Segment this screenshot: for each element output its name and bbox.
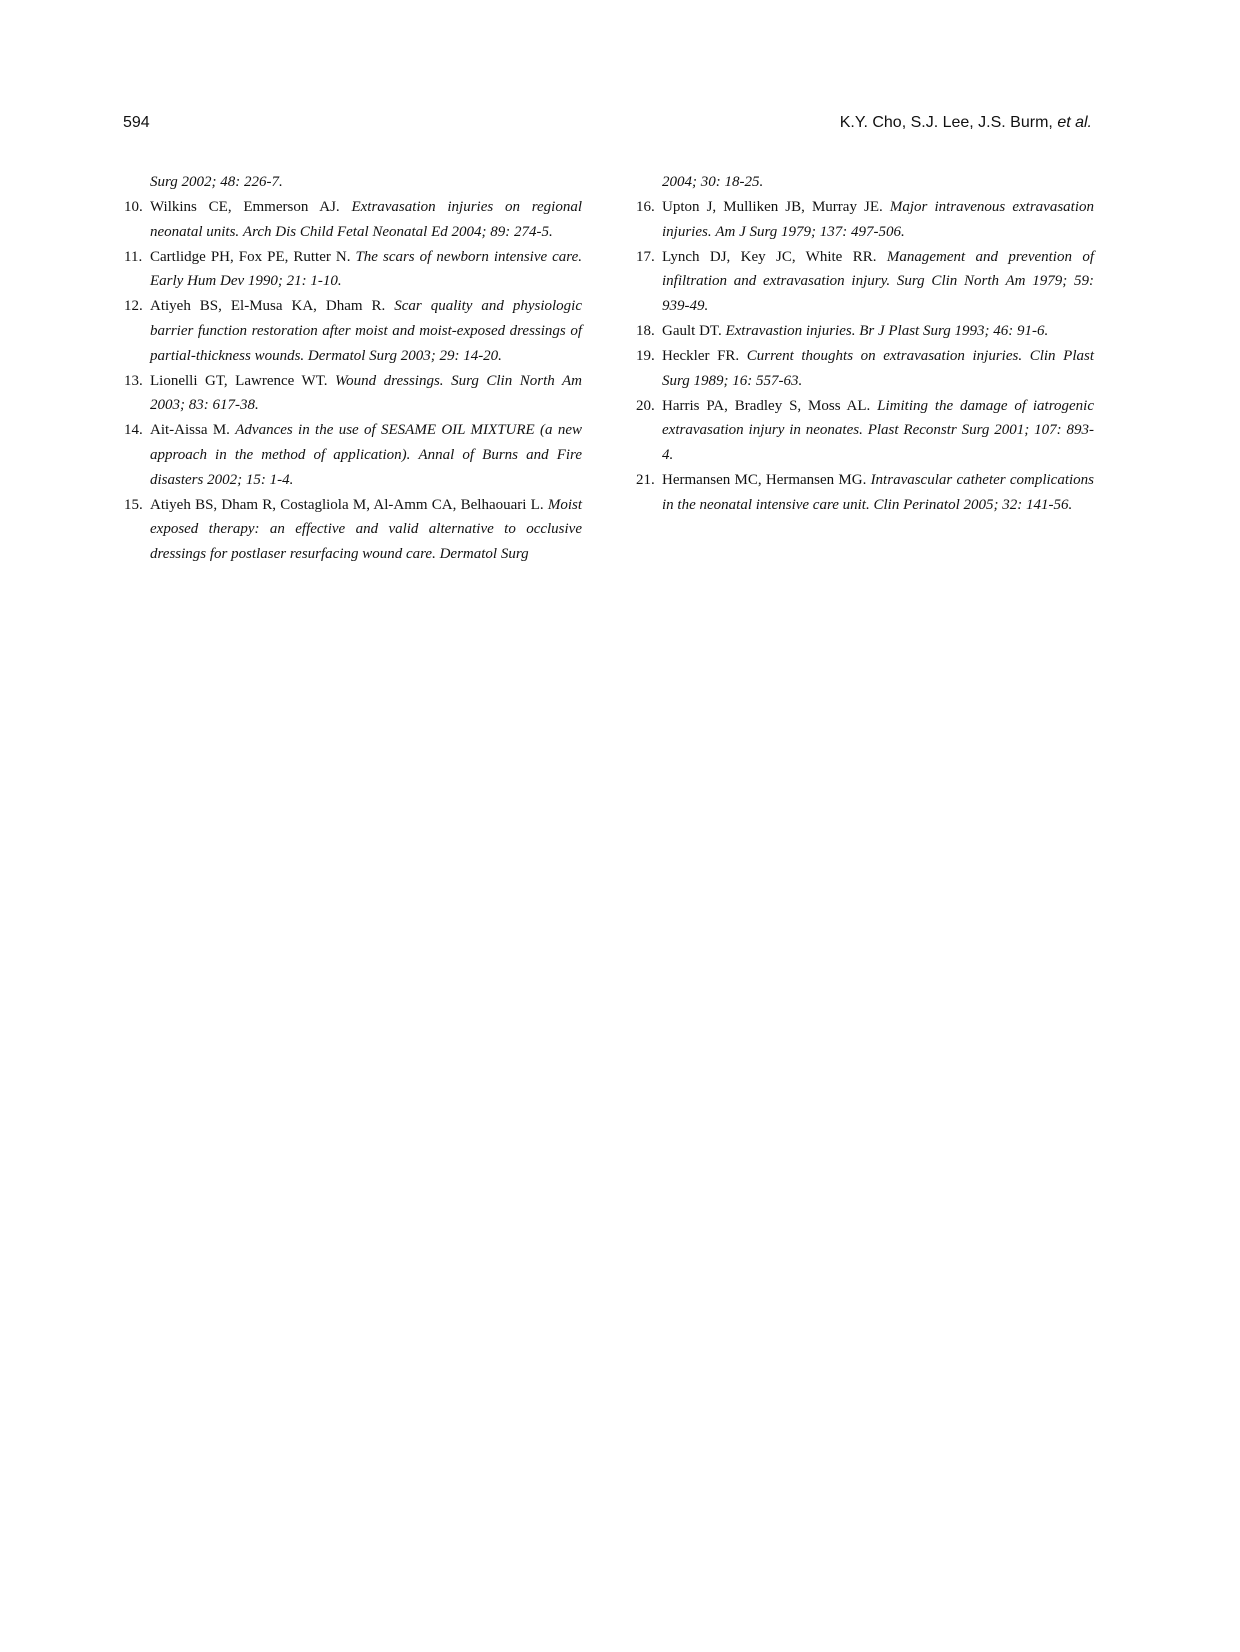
reference-source: 2004; 30: 18-25. [662, 174, 764, 190]
reference-source: Br J Plast Surg 1993; 46: 91-6. [859, 323, 1049, 340]
reference-19 [636, 344, 1094, 393]
references-right-column [636, 170, 1094, 517]
reference-source: Clin Plast Surg 1989; 16: 557-63. [662, 348, 1094, 389]
reference-12 [124, 294, 582, 368]
reference-authors: Ait-Aissa M. [150, 422, 230, 439]
reference-title: Extravasation injuries on regional neonatal units. [150, 199, 583, 240]
reference-number: 13. [124, 372, 143, 389]
references-left-column [124, 170, 582, 567]
reference-source: Surg 2002; 48: 226-7. [150, 174, 283, 190]
reference-title: Major intravenous extravasation injuries. [662, 199, 1094, 240]
reference-authors: Harris PA, Bradley S, Moss AL. [662, 397, 871, 414]
reference-authors: Cartlidge PH, Fox PE, Rutter N. [150, 248, 351, 265]
running-head-etal: et al. [1057, 114, 1092, 131]
reference-10 [124, 195, 582, 244]
reference-18 [636, 319, 1094, 344]
reference-number: 18. [636, 323, 655, 340]
reference-number: 17. [636, 248, 655, 265]
reference-title: Limiting the damage of iatrogenic extravasation injury in neonates. [662, 397, 1094, 439]
reference-source: Arch Dis Child Fetal Neonatal Ed 2004; 89: 274-5. [242, 223, 553, 240]
reference-title: Wound dressings. [335, 372, 444, 389]
reference-source: Surg Clin North Am 1979; 59: 939-49. [662, 273, 1094, 314]
reference-number: 20. [636, 397, 655, 414]
running-head-authors: K.Y. Cho, S.J. Lee, J.S. Burm, [839, 114, 1053, 131]
reference-authors: Atiyeh BS, Dham R, Costagliola M, Al-Amm CA, Belhaouari L. [150, 496, 544, 513]
reference-title: Extravastion injuries. [725, 323, 856, 340]
reference-15 [124, 493, 582, 567]
reference-authors: Wilkins CE, Emmerson AJ. [150, 199, 340, 216]
reference-number: 14. [124, 422, 143, 439]
reference-title: Advances in the use of SESAME OIL MIXTURE (a new approach in the method of application). [150, 422, 582, 464]
reference-authors: Upton J, Mulliken JB, Murray JE. [662, 199, 883, 216]
reference-source: Annal of Burns and Fire disasters 2002; 15: 1-4. [150, 447, 582, 488]
reference-title: Scar quality and physiologic barrier function restoration after moist and moist-exposed dressings of partial-thickness wounds. [150, 298, 582, 364]
reference-title: Management and prevention of infiltration and extravasation injury. [662, 248, 1095, 290]
reference-13 [124, 369, 582, 418]
reference-authors: Heckler FR. [662, 348, 740, 365]
reference-authors: Atiyeh BS, El-Musa KA, Dham R. [150, 298, 386, 315]
reference-16 [636, 195, 1094, 244]
reference-authors: Lynch DJ, Key JC, White RR. [662, 248, 877, 265]
reference-source: Clin Perinatol 2005; 32: 141-56. [873, 496, 1073, 513]
reference-source: Early Hum Dev 1990; 21: 1-10. [150, 273, 342, 290]
reference-title: Moist exposed therapy: an effective and valid alternative to occlusive dressings for postlaser resurfacing wound care. [150, 496, 582, 562]
reference-continued [636, 170, 1094, 195]
reference-source: Surg Clin North Am 2003; 83: 617-38. [150, 372, 583, 414]
reference-20 [636, 394, 1094, 468]
reference-title: The scars of newborn intensive care. [355, 248, 583, 265]
reference-number: 16. [636, 199, 655, 216]
reference-continued [124, 170, 582, 195]
reference-11 [124, 245, 582, 294]
reference-title: Intravascular catheter complications in the neonatal intensive care unit. [662, 472, 1094, 513]
page-number: 594 [123, 114, 150, 131]
reference-authors: Lionelli GT, Lawrence WT. [150, 372, 328, 389]
reference-source: Am J Surg 1979; 137: 497-506. [715, 223, 905, 240]
reference-source: Dermatol Surg [439, 545, 529, 562]
reference-number: 11. [124, 248, 143, 265]
reference-21 [636, 468, 1094, 517]
reference-title: Current thoughts on extravasation injuries. [746, 348, 1023, 365]
reference-14 [124, 418, 582, 492]
reference-number: 10. [124, 199, 143, 216]
reference-source: Plast Reconstr Surg 2001; 107: 893-4. [662, 422, 1095, 464]
reference-number: 12. [124, 298, 143, 315]
reference-source: Dermatol Surg 2003; 29: 14-20. [307, 347, 502, 364]
reference-17 [636, 245, 1094, 319]
running-head [840, 114, 1092, 132]
reference-number: 15. [124, 496, 143, 513]
reference-number: 19. [636, 348, 655, 365]
reference-number: 21. [636, 472, 655, 489]
reference-authors: Gault DT. [662, 323, 722, 340]
reference-authors: Hermansen MC, Hermansen MG. [662, 472, 867, 489]
